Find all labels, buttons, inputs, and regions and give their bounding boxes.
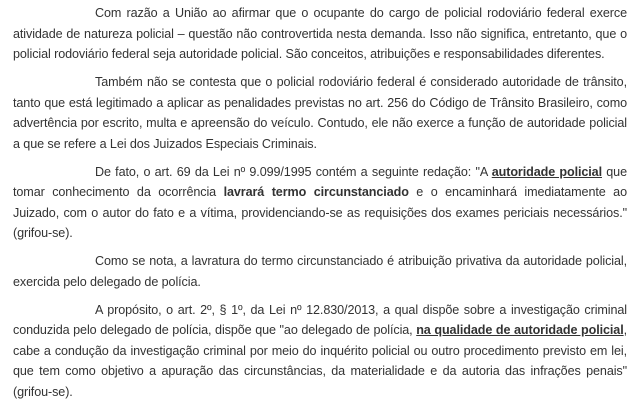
emphasized-text: autoridade policial bbox=[491, 164, 602, 179]
text-segment: Como se nota, a lavratura do termo circunstanciado é atribuição privativa da autoridade policial, exercida pelo delegado de polícia. bbox=[13, 254, 627, 289]
text-segment: Também não se contesta que o policial rodoviário federal é considerado autoridade de trânsito, tanto que está legitimado a aplicar as penalidades previstas no art. 256 do Código de Trânsito Brasileiro, como advertência por escrito, multa e apreensão do veículo. Contudo, ele não exerce a função de autoridade policial a que se refere a Lei dos Juizados Especiais Criminais. bbox=[13, 75, 627, 151]
emphasized-text: na qualidade de autoridade policial bbox=[416, 323, 624, 337]
text-segment: De fato, o art. 69 da Lei nº 9.099/1995 contém a seguinte redação: "A bbox=[95, 164, 492, 179]
text-segment: Com razão a União ao afirmar que o ocupante do cargo de policial rodoviário federal exerce atividade de natureza policial – questão não controvertida nesta demanda. Isso não significa, entretanto, que o policial rodoviário federal seja autoridade policial. São conceitos, atribuições e responsabilidades diferentes. bbox=[13, 6, 627, 61]
paragraph bbox=[13, 251, 627, 292]
paragraph bbox=[13, 72, 627, 154]
text-segment: e o encaminhará imediatamente ao Juizado, com o autor do fato e a vítima, providenciando-se as requisições dos exames periciais necessários." (grifou-se). bbox=[13, 185, 627, 240]
emphasized-text: lavrará termo circunstanciado bbox=[223, 185, 409, 199]
text-segment: A propósito, o art. 2º, § 1º, da Lei nº 12.830/2013, a qual dispõe sobre a investigação criminal conduzida pelo delegado de polícia, dispõe que "ao delegado de polícia, bbox=[13, 302, 627, 337]
paragraph bbox=[13, 300, 627, 403]
text-segment: que tomar conhecimento da ocorrência bbox=[13, 164, 627, 199]
paragraph bbox=[13, 162, 627, 244]
paragraph bbox=[13, 3, 627, 65]
text-segment: , cabe a condução da investigação criminal por meio do inquérito policial ou outro procedimento previsto em lei, que tem como objetivo a apuração das circunstâncias, da materialidade e da autoria das infrações penais" (grifou-se). bbox=[13, 323, 628, 399]
